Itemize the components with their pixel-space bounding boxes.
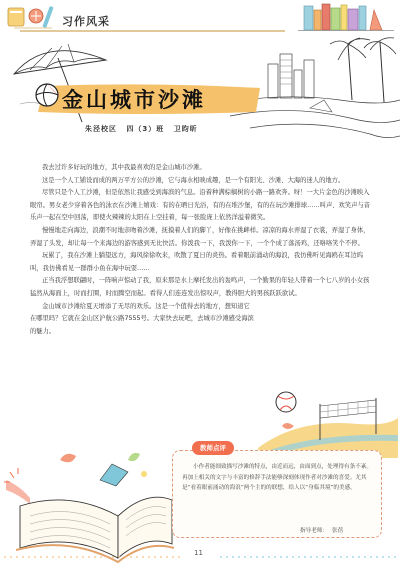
page-number: 11: [194, 549, 203, 557]
comment-tag: 教师点评: [192, 441, 234, 455]
byline-author: 卫昀昕: [173, 125, 198, 133]
teacher-signature: [300, 526, 343, 534]
paragraph: 玩累了，我在沙滩上躺望远方，海风徐徐吹来，吹散了夏日的炎热。看着眼前涌动的海浪，我仿佛听见海鸥在耳边呜叫，我仿佛看见一群群小鱼在海中玩耍……: [30, 252, 364, 272]
paragraph: 正当我浮想联翩时，一阵响声惊动了我，原来那是水上摩托发出的轰鸣声，一个勤果的年轻人带着一个七八岁的小女孩猛然从海面上，时而打圈，时而腾空而起。看得人们连连发出惊叹声，教得胆大的男孩跃跃欲试。: [30, 277, 370, 297]
byline-class: 四（3）班: [126, 125, 165, 133]
paragraph: 金山城市沙滩给夏天增添了无尽的欢乐。这是一个值得去的地方，想知道它在哪里吗？它就在金山区沪航公路7555号。大家快去玩吧，去城市沙滩感受海滨的魅力。: [30, 302, 254, 335]
paragraph: 慢慢地走向海边，浪潮不时地亲吻着沙滩，抚摸着人们的脚丫，好像在挑衅样。凉凉的海水弄湿了衣裳，弄湿了身体，弄湿了头发，却让每一个来海边的游客感到无比快活。你泼我一下，我泼你一下，一个个成了落汤鸡，还咯咯笑个不停。: [30, 226, 370, 247]
comment-text: 小作者能细致描写沙滩的特点，由近而远，由面到点，处理得有条不紊。再加上相关的文字与丰富的修辞手法能够深刻体现作者对沙滩的喜爱。尤其是“看着眼前涌动的海浪”两个主的的联想，给人以“身临其境”的美感。: [182, 464, 373, 492]
books-icon: [296, 2, 396, 32]
article-title: 金山城市沙滩: [62, 87, 206, 112]
section-title: 习作风采: [62, 15, 110, 28]
teacher-label: 指导老师：: [300, 528, 328, 534]
open-book-illustration: [0, 420, 175, 565]
teacher-name: 张蓓: [331, 528, 344, 534]
byline: [85, 124, 204, 134]
byline-school: 朱泾校区: [85, 125, 117, 133]
beach-ball-icon: [34, 82, 60, 108]
beach-volleyball-illustration: [258, 378, 398, 458]
paragraph: 这是一个人工铺设而成的两万平方公的沙滩，它与海水相映成趣，是一个有阳光、沙滩、大海的迷人的地方。: [42, 176, 345, 184]
article-body: [30, 162, 375, 338]
paragraph: 我去过许多好玩的地方，其中我最喜欢的是金山城市沙滩。: [42, 164, 206, 171]
paragraph: 尽管只是个人工沙滩，但是依然让我感受到海滨的气息。沿着种满棕榈树的小路一路欢奔。呀！一大片金色的沙滩映入眼帘。男女老少穿着各色的泳衣在沙滩上嬉戏：有的在晒日光浴，有的在堆沙堡，有的在玩沙滩排球……叫声、欢笑声与音乐声一起在空中回荡，即使火辣辣的太阳在上空挂着，每一张脸庞上依然洋溢着微笑。: [30, 189, 371, 222]
